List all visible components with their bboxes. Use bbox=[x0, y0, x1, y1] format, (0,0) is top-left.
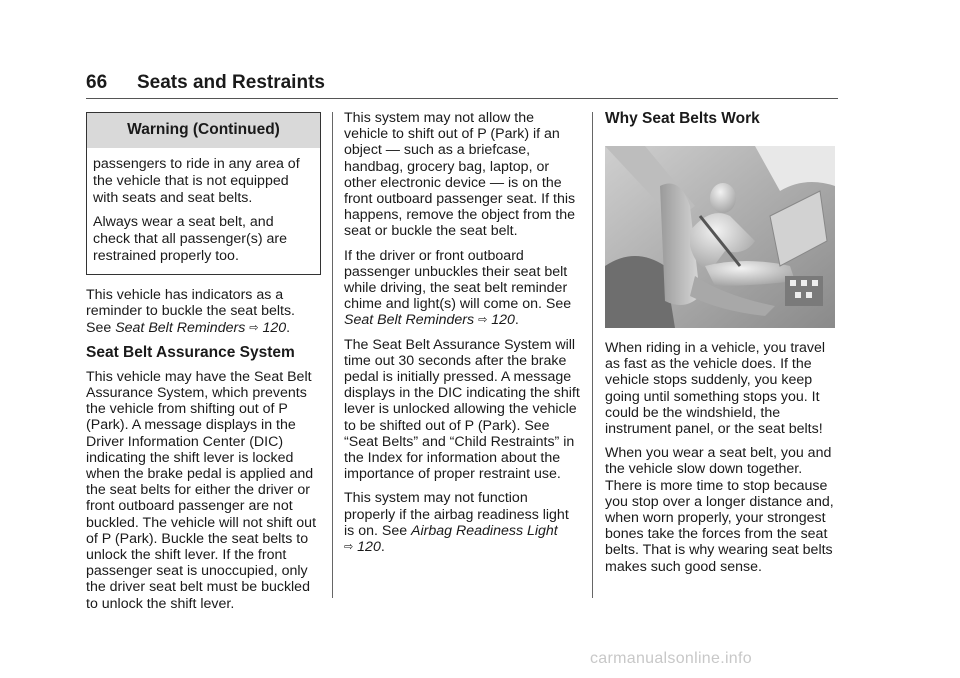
indicators-text: This vehicle has indicators as a reminder to buckle the seat belts. See bbox=[86, 287, 295, 336]
timeout-paragraph: The Seat Belt Assurance System will time out 30 seconds after the brake pedal is initially pressed. A message displays in the DIC indicating the shift lever is unlocked allowing the vehicle to be shifted out of P (Park). See “Seat Belts” and “Child Restraints” in the Index for information about the importance of proper restraint use. bbox=[344, 336, 580, 483]
unbuckle-text: If the driver or front outboard passenger unbuckles their seat belt while driving, the seat belt reminder chime and light(s) will come on. See bbox=[344, 247, 572, 313]
xref-page-2[interactable]: 120 bbox=[491, 312, 515, 329]
xref-airbag-readiness-light[interactable]: Airbag Readiness Light bbox=[411, 522, 558, 539]
object-paragraph: This system may not allow the vehicle to shift out of P (Park) if an object — such as a briefcase, handbag, grocery bag, laptop, or other electronic device — is on the front outboard passenger seat. If this happens, remove the object from the seat or buckle the seat belt. bbox=[344, 110, 576, 240]
warning-title: Warning (Continued) bbox=[87, 113, 320, 148]
column-divider-2 bbox=[592, 112, 593, 598]
column-divider-1 bbox=[332, 112, 333, 598]
airbag-paragraph: This system may not function properly if the airbag readiness light is on. See Airbag Readiness Light ⇨ 120. bbox=[344, 490, 569, 556]
crash-test-dummy-illustration bbox=[605, 146, 835, 328]
column-1 bbox=[86, 112, 321, 620]
page-number: 66 bbox=[86, 72, 108, 93]
unbuckle-paragraph: If the driver or front outboard passenger unbuckles their seat belt while driving, the seat belt reminder chime and light(s) will come on. See Seat Belt Reminders ⇨ 120. bbox=[344, 247, 572, 329]
heading-seat-belt-assurance: Seat Belt Assurance System bbox=[86, 343, 295, 361]
xref-seat-belt-reminders-2[interactable]: Seat Belt Reminders bbox=[344, 312, 475, 329]
section-title: Seats and Restraints bbox=[137, 72, 325, 93]
warning-body bbox=[87, 148, 320, 274]
heading-why-seat-belts-work: Why Seat Belts Work bbox=[605, 110, 760, 127]
xref-page[interactable]: 120 bbox=[262, 319, 287, 336]
speed-paragraph: When riding in a vehicle, you travel as fast as the vehicle does. If the vehicle stops suddenly, you keep going until something stops you. It could be the windshield, the instrument panel, or the seat belts! bbox=[605, 340, 826, 438]
column-2 bbox=[344, 110, 580, 563]
warning-box bbox=[86, 112, 321, 275]
warning-paragraph-1: passengers to ride in any area of the vehicle that is not equipped with seats and seat belts. bbox=[93, 156, 300, 207]
warning-paragraph-2: Always wear a seat belt, and check that all passenger(s) are restrained properly too. bbox=[93, 214, 287, 265]
header-rule bbox=[86, 98, 838, 99]
xref-arrow-icon: ⇨ bbox=[249, 321, 259, 334]
xref-arrow-icon: ⇨ bbox=[344, 541, 354, 554]
xref-page-3[interactable]: 120 bbox=[357, 539, 381, 556]
watermark: carmanualsonline.info bbox=[590, 650, 752, 667]
sbas-paragraph: This vehicle may have the Seat Belt Assurance System, which prevents the vehicle from shifting out of P (Park). A message displays in the Driver Information Center (DIC) indicating the shift lever is locked when the brake pedal is applied and the seat belts for either the driver or front outboard passenger are not buckled. The vehicle will not shift out of P (Park). Buckle the seat belts to unlock the shift lever. If the front passenger seat is unoccupied, only the driver seat belt must be buckled to unlock the shift lever. bbox=[86, 368, 317, 612]
indicators-paragraph: This vehicle has indicators as a reminder to buckle the seat belts. See Seat Belt Reminders ⇨ 120. bbox=[86, 287, 295, 336]
slow-down-paragraph: When you wear a seat belt, you and the vehicle slow down together. There is more time to stop because you stop over a longer distance and, when worn properly, your strongest bones take the forces from the seat belts. That is why wearing seat belts makes such good sense. bbox=[605, 445, 834, 575]
xref-arrow-icon: ⇨ bbox=[478, 314, 488, 327]
xref-seat-belt-reminders[interactable]: Seat Belt Reminders bbox=[115, 319, 246, 336]
airbag-text: This system may not function properly if the airbag readiness light is on. See bbox=[344, 490, 569, 539]
column-3 bbox=[605, 110, 840, 583]
